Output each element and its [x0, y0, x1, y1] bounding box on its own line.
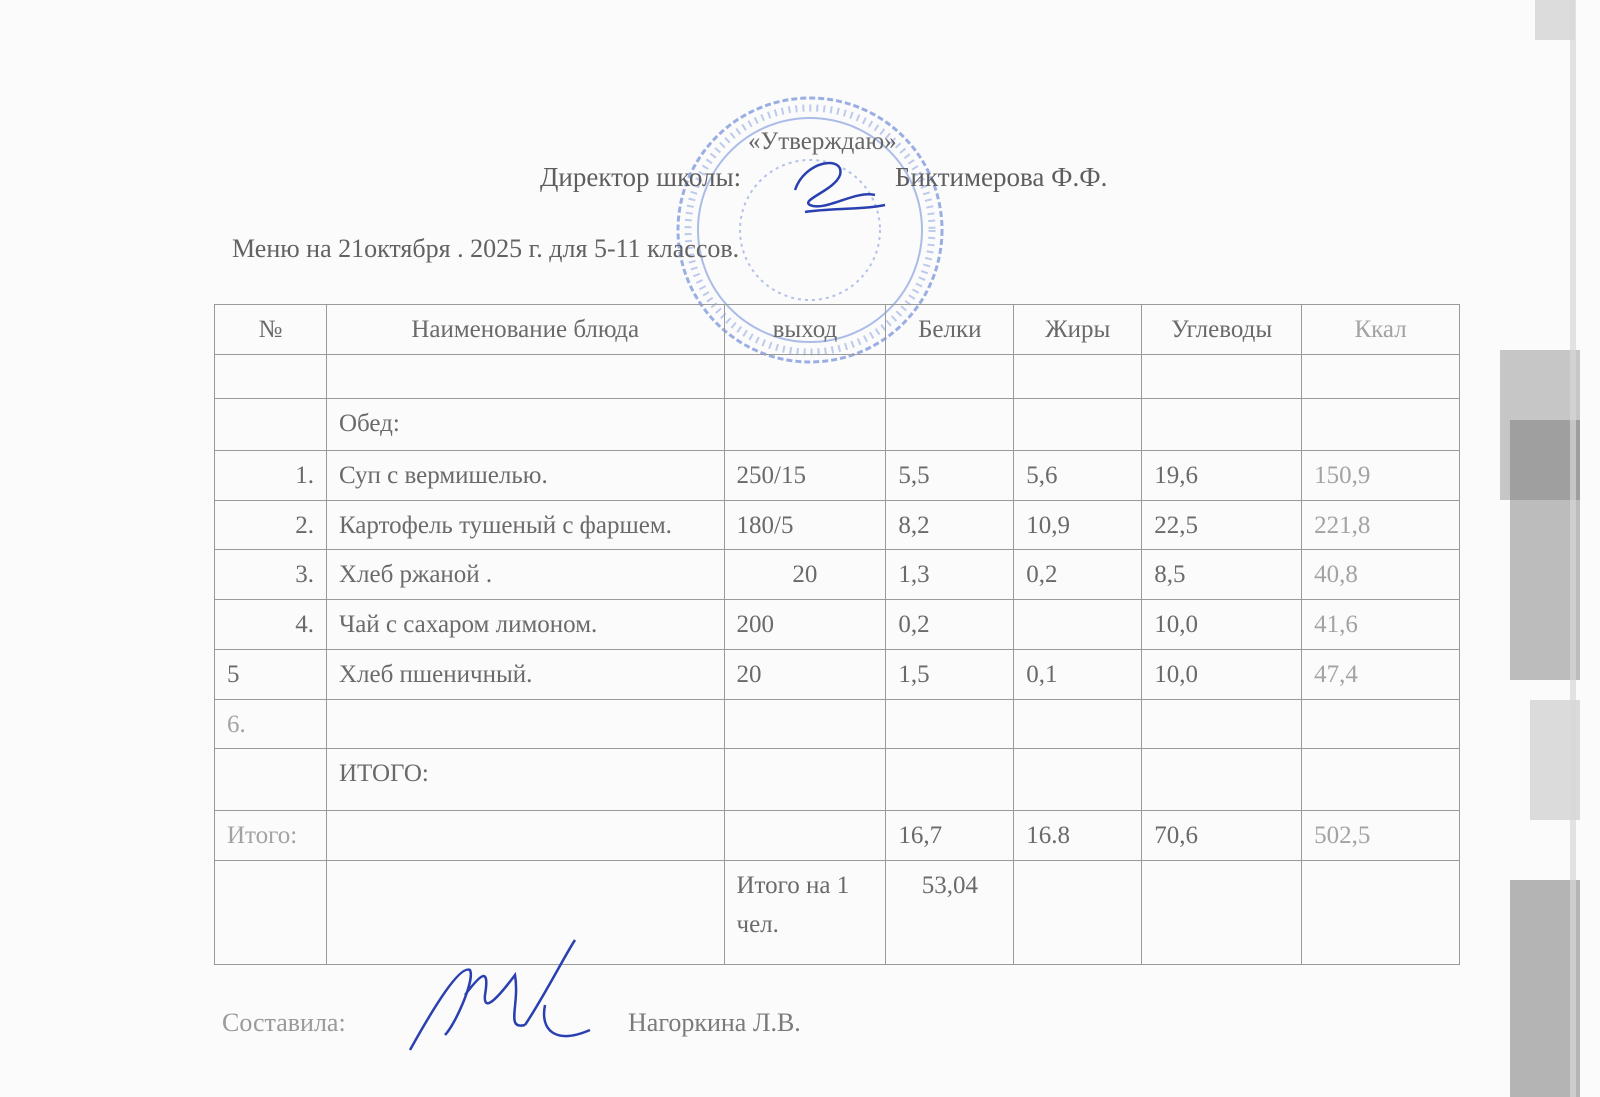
total-carbs: 70,6 [1142, 811, 1302, 861]
total-label: Итого: [215, 811, 327, 861]
dish-fat: 0,1 [1014, 649, 1142, 699]
dish-carbs: 10,0 [1142, 600, 1302, 650]
row-number: 6. [215, 699, 327, 749]
dish-carbs: 10,0 [1142, 649, 1302, 699]
dish-name [326, 699, 724, 749]
col-header-yield: выход [724, 305, 886, 355]
dish-name: Хлеб пшеничный. [326, 649, 724, 699]
table-row [215, 699, 1460, 749]
dish-kcal: 41,6 [1302, 600, 1460, 650]
dish-carbs [1142, 699, 1302, 749]
dish-yield [724, 699, 886, 749]
col-header-kcal: Ккал [1302, 305, 1460, 355]
total-fat: 16.8 [1014, 811, 1142, 861]
compiled-by-label: Составила: [222, 1008, 346, 1037]
dish-protein: 1,5 [886, 649, 1014, 699]
section-label: Обед: [326, 398, 724, 450]
table-row [215, 600, 1460, 650]
dish-fat [1014, 699, 1142, 749]
compiled-by-name: Нагоркина Л.В. [628, 1008, 801, 1037]
dish-name: Картофель тушеный с фаршем. [326, 500, 724, 550]
compiler-signature [405, 935, 595, 1065]
dish-yield: 20 [724, 550, 886, 600]
director-name: Биктимерова Ф.Ф. [895, 162, 1108, 192]
table-row-total [215, 811, 1460, 861]
table-row [215, 550, 1460, 600]
dish-name: Хлеб ржаной . [326, 550, 724, 600]
dish-yield: 200 [724, 600, 886, 650]
approval-heading: «Утверждаю» [748, 128, 897, 155]
menu-title: Меню на 21октября . 2025 г. для 5-11 классов. [232, 234, 740, 263]
table-row-section [215, 398, 1460, 450]
menu-table [214, 304, 1460, 965]
table-row-per-person [215, 861, 1460, 965]
director-signature [785, 150, 895, 225]
row-number: 5 [215, 649, 327, 699]
dish-name: Чай с сахаром лимоном. [326, 600, 724, 650]
dish-carbs: 8,5 [1142, 550, 1302, 600]
total-protein: 16,7 [886, 811, 1014, 861]
table-row [215, 450, 1460, 500]
itogo-upper-label: ИТОГО: [326, 749, 724, 811]
dish-protein: 0,2 [886, 600, 1014, 650]
table-row [215, 500, 1460, 550]
dish-name: Суп с вермишелью. [326, 450, 724, 500]
dish-kcal: 150,9 [1302, 450, 1460, 500]
dish-fat [1014, 600, 1142, 650]
table-row [215, 649, 1460, 699]
table-header-row [215, 305, 1460, 355]
director-label: Директор школы: [540, 162, 742, 192]
col-header-number: № [215, 305, 327, 355]
dish-kcal: 47,4 [1302, 649, 1460, 699]
dish-yield: 20 [724, 649, 886, 699]
row-number: 4. [215, 600, 327, 650]
dish-fat: 10,9 [1014, 500, 1142, 550]
dish-carbs: 19,6 [1142, 450, 1302, 500]
dish-fat: 5,6 [1014, 450, 1142, 500]
dish-kcal [1302, 699, 1460, 749]
row-number: 1. [215, 450, 327, 500]
table-row-blank [215, 354, 1460, 398]
dish-yield: 250/15 [724, 450, 886, 500]
dish-kcal: 221,8 [1302, 500, 1460, 550]
per-person-value: 53,04 [886, 861, 1014, 965]
dish-carbs: 22,5 [1142, 500, 1302, 550]
col-header-carbs: Углеводы [1142, 305, 1302, 355]
dish-protein: 8,2 [886, 500, 1014, 550]
total-kcal: 502,5 [1302, 811, 1460, 861]
col-header-dish: Наименование блюда [326, 305, 724, 355]
dish-kcal: 40,8 [1302, 550, 1460, 600]
dish-protein [886, 699, 1014, 749]
col-header-protein: Белки [886, 305, 1014, 355]
dish-protein: 5,5 [886, 450, 1014, 500]
row-number: 2. [215, 500, 327, 550]
per-person-label: Итого на 1 чел. [724, 861, 886, 965]
row-number: 3. [215, 550, 327, 600]
dish-protein: 1,3 [886, 550, 1014, 600]
table-row-itogo-upper [215, 749, 1460, 811]
col-header-fat: Жиры [1014, 305, 1142, 355]
scan-edge-artifact [1440, 0, 1600, 1097]
dish-fat: 0,2 [1014, 550, 1142, 600]
dish-yield: 180/5 [724, 500, 886, 550]
